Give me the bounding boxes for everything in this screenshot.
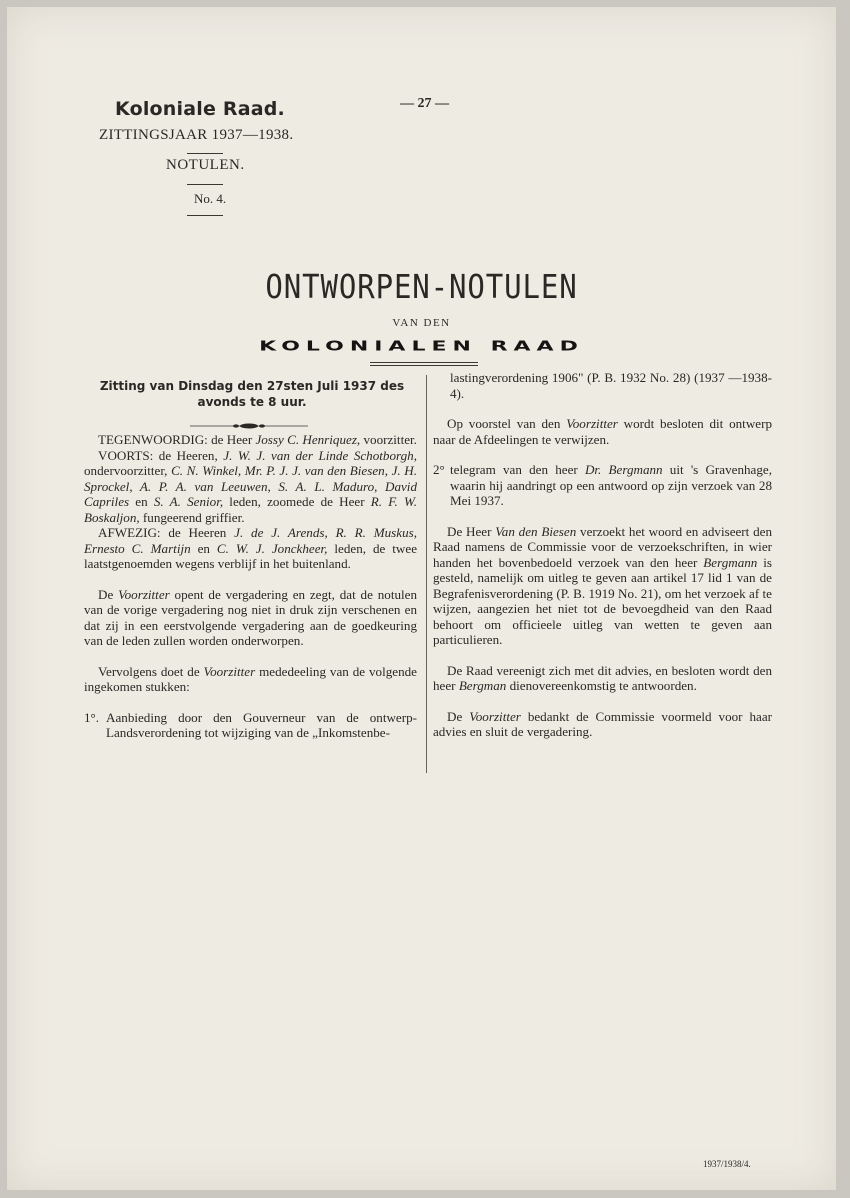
advice-paragraph: De Heer Van den Biesen verzoekt het woord en adviseert den Raad namens de Commissie voor de verzoekschriften, in wier handen het bovenbedoeld verzoek van den heer Bergmann is gesteld, namelijk om uitleg te geven aan artikel 17 lid 1 van de Begrafenisverordening (P. B. 1919 No. 21), om het verzoek af te wijzen, aangezien het niet tot de bevoegdheid van den Raad behoort om officieele uitleg van wetten te geven aan particulieren. — [433, 523, 772, 647]
notulen-label: NOTULEN. — [166, 157, 245, 173]
opening-paragraph: De Voorzitter opent de vergadering en zegt, dat de notulen van de vorige vergadering nog niet in druk zijn verschenen en dat zij in een eerstvolgende vergadering aan de goedkeuring van de leden zullen worden onderworpen. — [84, 586, 417, 648]
document-page — [7, 7, 836, 1190]
decision-paragraph: De Raad vereenigt zich met dit advies, en besloten wordt den heer Bergman dienovereenkomstig te antwoorden. — [433, 662, 772, 693]
item-1: 1°. Aanbieding door den Gouverneur van de ontwerp-Landsverordening tot wijziging van de „Inkomstenbe- — [84, 709, 417, 740]
divider — [187, 184, 223, 185]
council-title: Koloniale Raad. — [115, 98, 285, 120]
column-divider — [426, 375, 427, 773]
left-column — [84, 432, 417, 741]
divider — [187, 153, 223, 154]
right-column — [433, 370, 772, 740]
attendance-paragraph: TEGENWOORDIG: de Heer Jossy C. Henriquez, voorzitter. — [98, 432, 417, 447]
document-number: No. 4. — [194, 191, 227, 206]
sitting-heading: Zitting van Dinsdag den 27sten Juli 1937 des avonds te 8 uur. — [99, 379, 405, 409]
announcement-paragraph: Vervolgens doet de Voorzitter mededeeling van de volgende ingekomen stukken: — [84, 663, 417, 694]
further-present-paragraph: VOORTS: de Heeren, J. W. J. van der Linde Schotborgh, ondervoorzitter, C. N. Winkel, Mr. P. J. J. van den Biesen, J. H. Sprockel, A. P. A. van Leeuwen, S. A. L. Maduro, David Capriles en S. A. Senior, leden, zoomede de Heer R. F. W. Boskaljon, fungeerend griffier. — [84, 447, 417, 525]
van-den-label: VAN DEN — [392, 317, 451, 329]
item-2: 2° telegram van den heer Dr. Bergmann uit 's Gravenhage, waarin hij aandringt op een antwoord op zijn verzoek van 28 Mei 1937. — [433, 462, 772, 508]
divider — [187, 215, 223, 216]
main-heading: ONTWORPEN-NOTULEN — [265, 267, 578, 306]
council-heading: KOLONIALEN RAAD — [259, 338, 584, 355]
referral-paragraph: Op voorstel van den Voorzitter wordt besloten dit ontwerp naar de Afdeelingen te verwijzen. — [433, 416, 772, 447]
footer-reference: 1937/1938/4. — [703, 1159, 751, 1169]
item-1-continuation: lastingverordening 1906" (P. B. 1932 No. 28) (1937 —1938-4). — [450, 370, 772, 401]
absent-paragraph: AFWEZIG: de Heeren J. de J. Arends, R. R. Muskus, Ernesto C. Martijn en C. W. J. Jonckheer, leden, de twee laatstgenoemden wegens verblijf in het buitenland. — [84, 525, 418, 571]
session-year: ZITTINGSJAAR 1937—1938. — [99, 127, 294, 143]
divider — [370, 362, 478, 363]
ornament-divider — [190, 415, 308, 423]
divider — [370, 365, 478, 366]
page-number: — 27 — — [400, 96, 449, 111]
closing-paragraph: De Voorzitter bedankt de Commissie voormeld voor haar advies en sluit de vergadering. — [433, 708, 772, 739]
